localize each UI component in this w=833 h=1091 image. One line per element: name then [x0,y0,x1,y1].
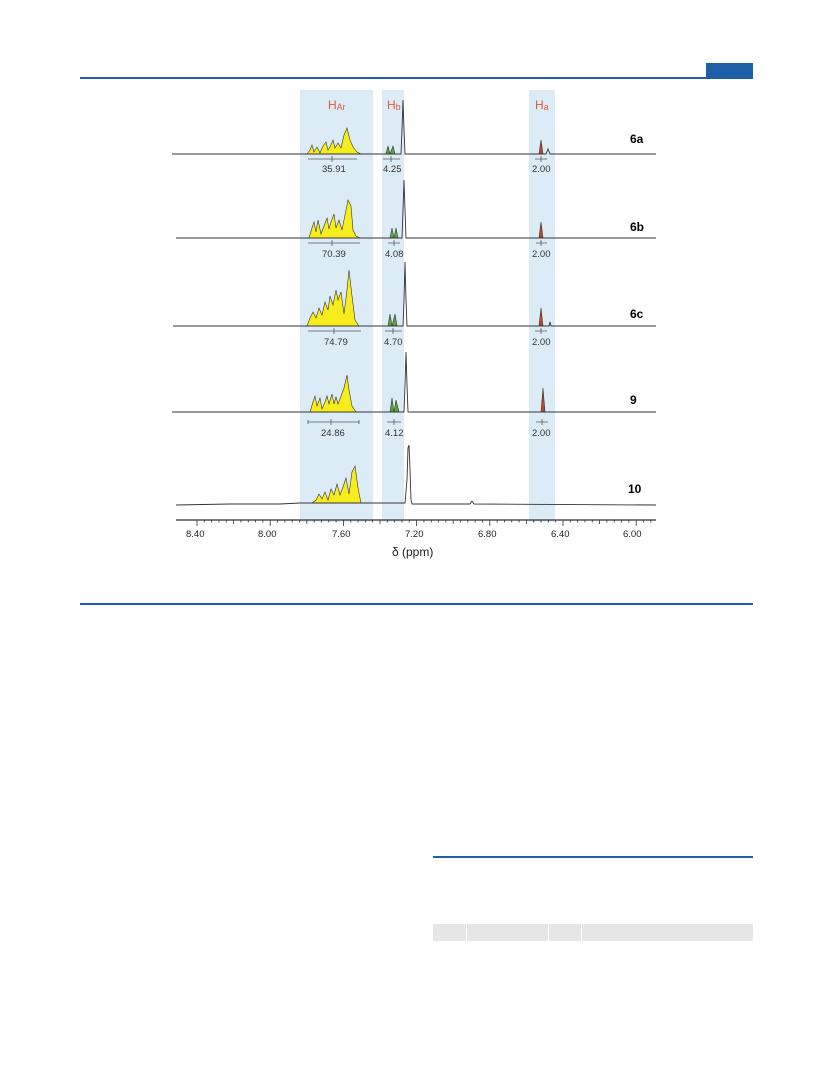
integral-ha: 2.00 [532,337,551,348]
har-label: HAr [328,98,346,112]
tick-label: 7.60 [332,529,351,540]
x-axis-title: δ (ppm) [392,545,434,559]
integral-ha: 2.00 [532,428,551,439]
integral-har: 35.91 [322,164,346,175]
ha-label: Ha [535,98,549,112]
baseline [172,100,656,154]
integral-hb: 4.25 [383,164,402,175]
spectrum-label: 9 [630,393,637,407]
hb-band [382,90,404,522]
tick-label: 8.40 [186,529,205,540]
table-top-rule [433,856,753,858]
integral-har: 70.39 [322,249,346,260]
spectrum-label: 6b [630,220,645,234]
integral-hb: 4.12 [385,428,404,439]
integral-har: 74.79 [324,337,348,348]
spectrum-10 [176,445,656,505]
integral-ha: 2.00 [532,164,551,175]
integral-ha: 2.00 [532,249,551,260]
tick-label: 7.20 [405,529,424,540]
baseline [176,180,656,238]
spectrum-9 [172,352,656,439]
spectrum-6c [173,262,656,348]
tick-label: 6.40 [551,529,570,540]
baseline [176,445,656,505]
baseline [172,352,656,412]
spectrum-6a [172,100,656,175]
integral-har: 24.86 [321,428,345,439]
spectrum-label: 6c [630,307,644,321]
table-header-row [433,924,753,941]
x-axis [176,520,656,559]
tick-label: 6.80 [478,529,497,540]
hb-label: Hb [387,98,401,112]
section-rule [80,603,753,605]
integral-hb: 4.08 [385,249,404,260]
spectrum-label: 10 [628,482,642,496]
spectrum-6b [176,180,656,260]
tick-label: 6.00 [623,529,642,540]
baseline [173,262,656,326]
integral-hb: 4.70 [384,337,403,348]
spectrum-label: 6a [630,132,644,146]
tick-label: 8.00 [258,529,277,540]
ha-band [529,90,555,522]
